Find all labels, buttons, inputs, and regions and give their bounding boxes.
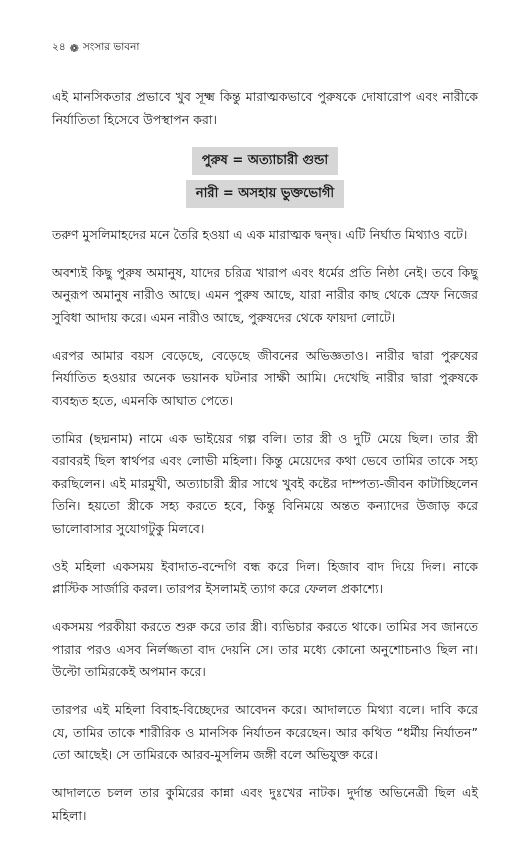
callout bbox=[52, 147, 478, 208]
paragraph-5: তামির (ছদ্মনাম) নামে এক ভাইয়ের গল্প বলি। তার স্ত্রী ও দুটি মেয়ে ছিল। তার স্ত্রী বরাবরই ছিল স্বার্থপর এবং লোভী মহিলা। কিন্তু মেয়েদের কথা ভেবে তামির তাকে সহ্য করছিলেন। এই মারমুখী, অত্যাচারী স্ত্রীর সাথে খুবই কষ্টের দাম্পত্য-জীবন কাটাচ্ছিলেন তিনি। হয়তো স্ত্রীকে সহ্য করতে হবে, কিন্তু বিনিময়ে অন্তত কন্যাদের উজাড় করে ভালোবাসার সুযোগটুকু মিলবে। bbox=[52, 430, 478, 536]
flower-ornament-icon: ❁ bbox=[69, 42, 79, 55]
paragraph-4: এরপর আমার বয়স বেড়েছে, বেড়েছে জীবনের অভিজ্ঞতাও। নারীর দ্বারা পুরুষের নির্যাতিত হওয়ার অনেক ভয়ানক ঘটনার সাক্ষী আমি। দেখেছি নারীর দ্বারা পুরুষকে ব্যবহৃত হতে, এমনকি আঘাত পেতে। bbox=[52, 347, 478, 408]
paragraph-1: এই মানসিকতার প্রভাবে খুব সূক্ষ্ম কিন্তু মারাত্মকভাবে পুরুষকে দোষারোপ এবং নারীকে নির্যাতিতা হিসেবে উপস্থাপন করা। bbox=[52, 89, 478, 127]
callout-line-man: পুরুষ = অত্যাচারী গুন্ডা bbox=[192, 147, 338, 175]
paragraph-9: আদালতে চলল তার কুমিরের কান্না এবং দুঃখের নাটক। দুর্দান্ত অভিনেত্রী ছিল এই মহিলা। bbox=[52, 785, 478, 823]
paragraph-6: ওই মহিলা একসময় ইবাদাত-বন্দেগি বন্ধ করে দিল। হিজাব বাদ দিয়ে দিল। নাকে প্লাস্টিক সার্জারি করল। তারপর ইসলামই ত্যাগ করে ফেলল প্রকাশ্যে। bbox=[52, 558, 478, 596]
paragraph-8: তারপর এই মহিলা বিবাহ-বিচ্ছেদের আবেদন করে। আদালতে মিথ্যা বলে। দাবি করে যে, তামির তাকে শারীরিক ও মানসিক নির্যাতন করেছেন। আর কথিত “ধর্মীয় নির্যাতন” তো আছেই। সে তামিরকে আরব-মুসলিম জঙ্গী বলে অভিযুক্ত করে। bbox=[52, 702, 478, 762]
page-number: ২৪ bbox=[52, 41, 66, 53]
paragraph-2: তরুণ মুসলিমাহদের মনে তৈরি হওয়া এ এক মারাত্মক দ্বন্দ্ব। এটি নির্ঘাত মিথ্যাও বটে। bbox=[52, 226, 468, 242]
callout-line-woman: নারী = অসহায় ভুক্তভোগী bbox=[186, 180, 344, 208]
running-header bbox=[52, 40, 139, 57]
paragraph-7: একসময় পরকীয়া করতে শুরু করে তার স্ত্রী। ব্যভিচার করতে থাকে। তামির সব জানতে পারার পরও এসব নির্লজ্জতা বাদ দেয়নি সে। তার মধ্যে কোনো অনুশোচনাও ছিল না। উল্টো তামিরকেই অপমান করে। bbox=[52, 619, 478, 679]
body-text bbox=[52, 86, 478, 843]
paragraph-3: অবশ্যই কিছু পুরুষ অমানুষ, যাদের চরিত্র খারাপ এবং ধর্মের প্রতি নিষ্ঠা নেই। তবে কিছু অনুরূপ অমানুষ নারীও আছে। এমন পুরুষ আছে, যারা নারীর কাছ থেকে স্রেফ নিজের সুবিধা আদায় করে। এমন নারীও আছে, পুরুষদের থেকে ফায়দা লোটে। bbox=[52, 264, 478, 325]
book-title: সংসার ভাবনা bbox=[82, 41, 140, 53]
